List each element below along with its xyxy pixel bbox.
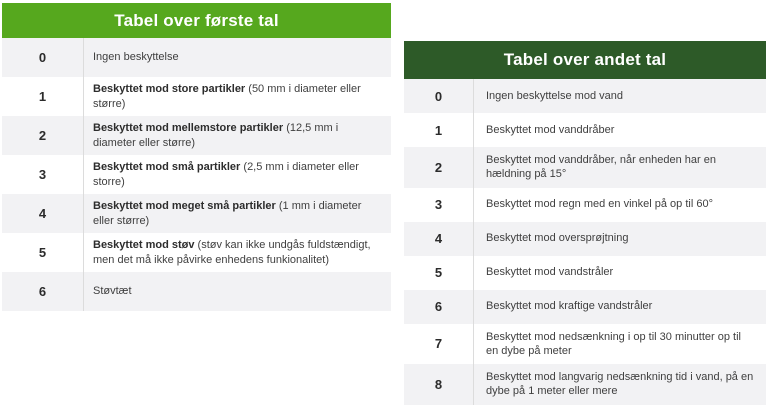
table-first-digit-title: Tabel over første tal (2, 3, 391, 38)
table-row (404, 188, 766, 222)
table-row (2, 77, 391, 116)
rating-description (474, 113, 766, 147)
table-row (404, 324, 766, 365)
rating-description-text (474, 324, 766, 365)
rating-description-text (474, 293, 664, 319)
rating-digit: 1 (2, 77, 84, 116)
rating-description-text (84, 279, 146, 303)
rating-description (474, 290, 766, 324)
rating-description-text (474, 259, 625, 285)
rating-description (474, 222, 766, 256)
rating-description-rest: Beskyttet mod vanddråber, når enheden har en hældning på 15° (486, 154, 716, 181)
rating-description-text (84, 77, 391, 116)
rating-description-text (474, 364, 766, 405)
table-row (2, 194, 391, 233)
table-row (2, 38, 391, 77)
rating-description-bold-part: Beskyttet mod små partikler (93, 161, 241, 174)
rating-digit: 6 (2, 272, 84, 311)
rating-description (84, 155, 391, 194)
rating-description-rest: Beskyttet mod regn med en vinkel på op til 60° (486, 198, 713, 211)
rating-digit: 6 (404, 290, 474, 324)
rating-description-rest: (2,5 mm i diameter eller storre) (93, 161, 359, 188)
rating-description-text (474, 117, 626, 143)
table-row (404, 256, 766, 290)
table-first-digit (2, 3, 391, 311)
rating-digit: 4 (2, 194, 84, 233)
table-second-digit (404, 41, 766, 405)
rating-description (84, 116, 391, 155)
table-row (2, 155, 391, 194)
rating-digit: 0 (404, 79, 474, 113)
rating-description-text (84, 194, 391, 233)
rating-description-rest: Beskyttet mod vanddråber (486, 123, 615, 136)
rating-description-rest: Beskyttet mod langvarig nedsænkning tid i vand, på en dybe på 1 meter eller mere (486, 371, 754, 398)
rating-description (84, 38, 391, 77)
rating-description (474, 364, 766, 405)
table-row (404, 222, 766, 256)
rating-description-text (84, 116, 391, 155)
rating-digit: 4 (404, 222, 474, 256)
rating-description (474, 256, 766, 290)
rating-description-rest: Beskyttet mod oversprøjtning (486, 232, 629, 245)
rating-description-rest: (støv kan ikke undgås fuldstændigt, men det må ikke påvirke enhedens funkionalitet) (93, 239, 371, 266)
rating-description-bold-part: Beskyttet mod mellemstore partikler (93, 122, 284, 135)
rating-description-text (474, 191, 725, 217)
rating-description-text (474, 147, 766, 188)
rating-description (474, 324, 766, 365)
rating-description (84, 77, 391, 116)
rating-digit: 5 (404, 256, 474, 290)
rating-description-bold-part: Beskyttet mod meget små partikler (93, 200, 276, 213)
rating-description-rest: Beskyttet mod vandstråler (486, 266, 614, 279)
rating-description-text (84, 155, 391, 194)
rating-digit: 8 (404, 364, 474, 405)
rating-description-rest: Ingen beskyttelse (93, 51, 179, 64)
table-row (2, 272, 391, 311)
table-second-digit-rows (404, 79, 766, 405)
rating-description-rest: (1 mm i diameter eller større) (93, 200, 362, 227)
rating-description (474, 188, 766, 222)
rating-description-bold-part: Beskyttet mod støv (93, 239, 195, 252)
rating-description (474, 147, 766, 188)
rating-description-rest: (12,5 mm i diameter eller større) (93, 122, 339, 149)
table-row (2, 116, 391, 155)
table-row (404, 290, 766, 324)
rating-description-text (84, 233, 391, 272)
table-row (404, 79, 766, 113)
rating-digit: 2 (404, 147, 474, 188)
table-row (404, 113, 766, 147)
table-row (404, 147, 766, 188)
rating-description-bold-part: Beskyttet mod store partikler (93, 83, 246, 96)
table-second-digit-title: Tabel over andet tal (404, 41, 766, 79)
rating-description-rest: Ingen beskyttelse mod vand (486, 89, 623, 102)
rating-description-text (84, 45, 193, 69)
rating-description-text (474, 225, 640, 251)
rating-description (84, 194, 391, 233)
table-first-digit-rows (2, 38, 391, 311)
rating-description-rest: Beskyttet mod kraftige vandstråler (486, 300, 653, 313)
rating-description-rest: (50 mm i diameter eller større) (93, 83, 361, 110)
rating-digit: 3 (2, 155, 84, 194)
rating-description (84, 272, 391, 311)
rating-digit: 2 (2, 116, 84, 155)
table-row (404, 364, 766, 405)
rating-digit: 3 (404, 188, 474, 222)
rating-description-rest: Støvtæt (93, 285, 132, 298)
rating-digit: 7 (404, 324, 474, 365)
rating-description (474, 79, 766, 113)
rating-description-text (474, 83, 635, 109)
rating-digit: 1 (404, 113, 474, 147)
rating-digit: 0 (2, 38, 84, 77)
table-row (2, 233, 391, 272)
rating-digit: 5 (2, 233, 84, 272)
rating-description-rest: Beskyttet mod nedsænkning i op til 30 minutter op til en dybe på meter (486, 330, 741, 357)
rating-description (84, 233, 391, 272)
